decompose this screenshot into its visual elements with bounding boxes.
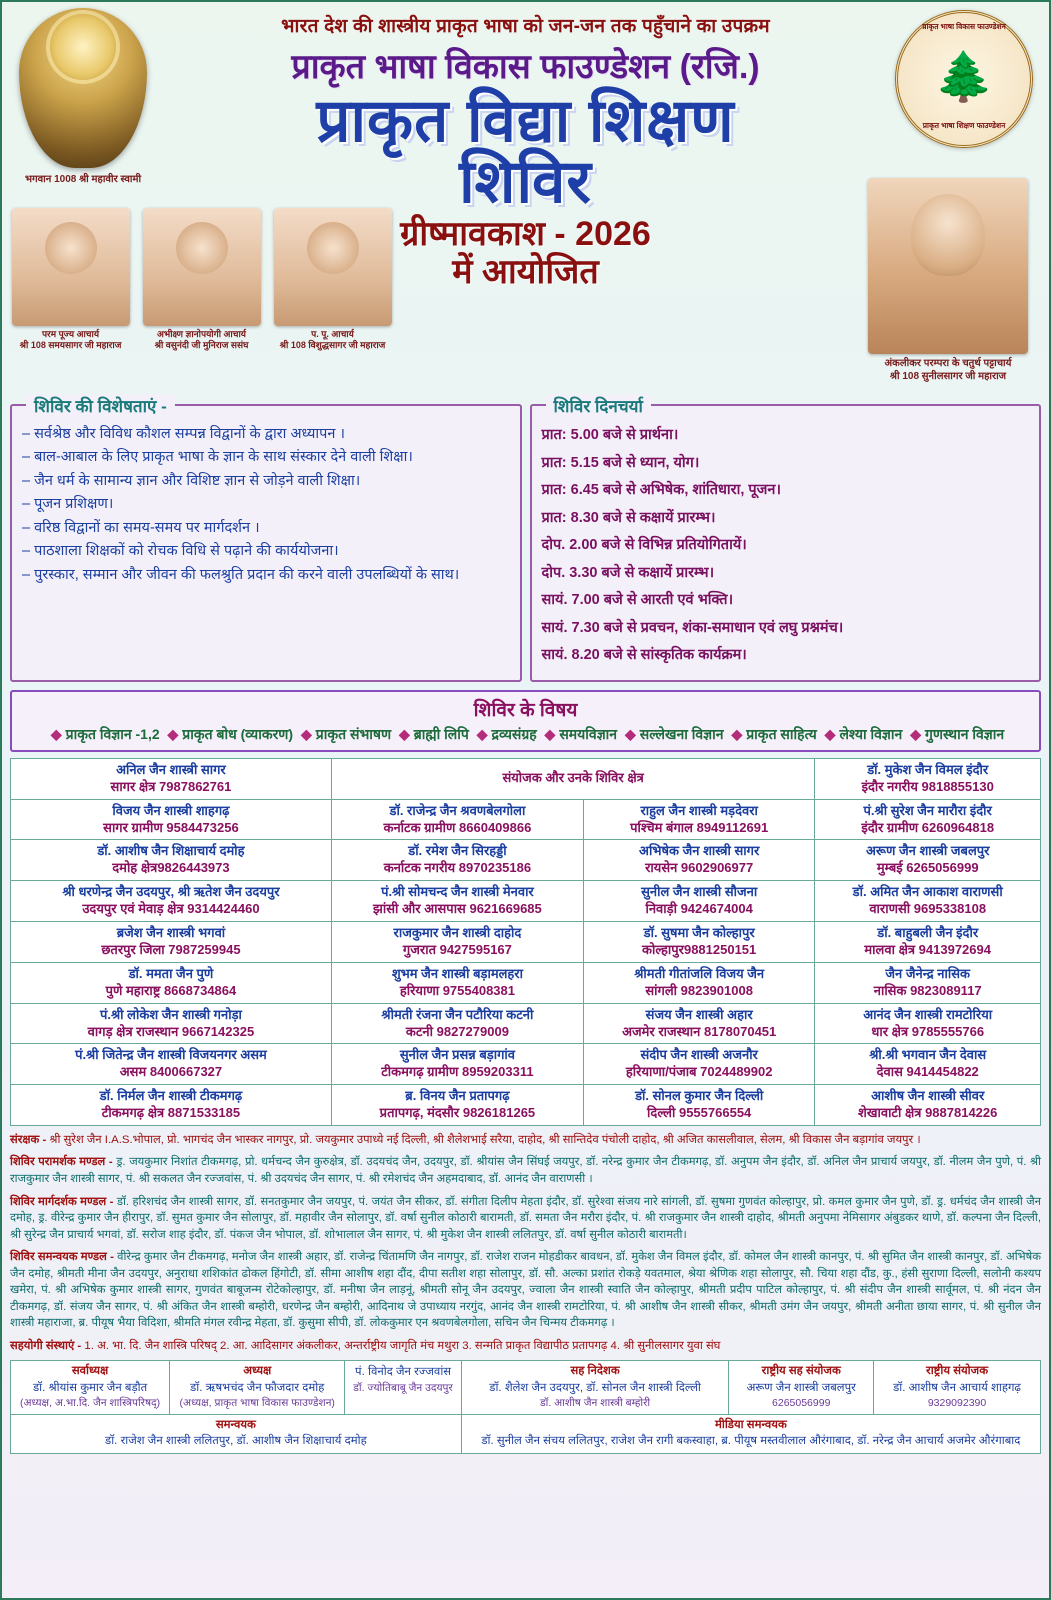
feature-item: – सर्वश्रेष्ठ और विविध कौशल सम्पन्न विद्वानों के द्वारा अध्यापन ।	[22, 426, 345, 442]
patrons-paragraph	[10, 1132, 1041, 1149]
mahavir-idol-image	[19, 8, 147, 168]
monk-1-line-2: श्री 108 समयसागर जी महाराज	[19, 340, 122, 351]
bullet-icon: ◆	[50, 725, 62, 742]
table-row	[11, 799, 1041, 840]
features-routine-row	[2, 397, 1049, 682]
role-label: राष्ट्रीय सह संयोजक	[761, 1365, 841, 1378]
advisory-label: शिविर परामर्शक मण्डल -	[10, 1156, 113, 1169]
bullet-icon: ◆	[476, 725, 488, 742]
footer-table	[10, 1360, 1041, 1453]
subject-item: प्राकृत बोध (व्याकरण)	[182, 725, 294, 742]
table-cell	[331, 881, 583, 922]
advisory-text: ड्र. जयकुमार निशांत टीकमगढ़, प्रो. धर्मचन्द जैन कुरुक्षेत्र, डॉ. उदयचंद जैन, उदयपुर, डॉ. श्रीयांस जैन सिंघई जयपुर, डॉ. नरेन्द्र कुमार जैन टीकमगढ़, डॉ. अनुपम जैन इंदौर, डॉ. अनिल जैन प्राचार्य जयपुर, डॉ. नीलम जैन पुणे, पं. श्री राजकुमार जैन शास्त्री सागर, पं. श्री सकलत जैन रज्जवांस, पं. श्री उदयचंद जैन सागर, पं. श्री रमेशचंद जैन अहमदाबाद, डॉ. आनंद जैन वाराणसी ।	[10, 1156, 1042, 1186]
monk-photo-3	[270, 208, 395, 352]
monk-3-line-1: प. पू. आचार्य	[311, 329, 354, 339]
coordinators-table	[10, 758, 1041, 1126]
bullet-icon: ◆	[399, 725, 410, 742]
footer-cell-co-director	[461, 1361, 729, 1414]
coordinator-area: दिल्ली 9555766554	[647, 1105, 752, 1121]
coordinator-name: श्री.श्री भगवान जैन देवास	[869, 1047, 987, 1063]
table-cell	[815, 881, 1041, 922]
acharya-caption-line-2: श्री 108 सुनीलसागर जी महाराज	[889, 371, 1007, 382]
routine-item: दोप. 3.30 बजे से कक्षायें प्रारम्भ।	[541, 564, 715, 581]
coordinator-area: मुम्बई 6265056999	[876, 860, 979, 876]
acharya-caption-line-1: अंकलीकर परम्परा के चतुर्थ पट्टाचार्य	[884, 358, 1012, 369]
coordination-paragraph	[10, 1249, 1041, 1332]
table-cell	[11, 881, 332, 922]
table-row	[11, 1085, 1041, 1126]
coordinator-name: राजकुमार जैन शास्त्री दाहोद	[393, 925, 522, 941]
subject-item: प्राकृत विज्ञान -1,2	[65, 725, 160, 742]
table-row	[11, 1044, 1041, 1085]
table-row	[11, 840, 1041, 881]
logo-circle	[895, 10, 1033, 148]
coordinator-name: ब्र. विनय जैन प्रतापगढ़	[405, 1088, 510, 1104]
coordinator-name: ब्रजेश जैन शास्त्री भगवां	[116, 925, 226, 941]
monk-photo-1	[8, 208, 133, 352]
role-sub: (अध्यक्ष, प्राकृत भाषा विकास फाउण्डेशन)	[179, 1397, 335, 1410]
guidance-label: शिविर मार्गदर्शक मण्डल -	[10, 1195, 114, 1208]
footer-cell-national-co-convener	[729, 1361, 874, 1414]
monk-3-line-2: श्री 108 विशुद्धसागर जी महाराज	[279, 340, 386, 351]
partners-paragraph	[10, 1338, 1041, 1355]
coordinator-area: अजमेर राजस्थान 8178070451	[622, 1023, 777, 1039]
coordinator-area: इंदौर ग्रामीण 6260964818	[861, 819, 995, 835]
idol-caption: भगवान 1008 श्री महावीर स्वामी	[24, 174, 142, 185]
feature-item: – वरिष्ठ विद्वानों का समय-समय पर मार्गदर्शन ।	[22, 519, 260, 536]
coordinator-name: डॉ. राजेन्द्र जैन श्रवणबेलगोला	[389, 802, 526, 818]
role-names: डॉ. श्रीयांस कुमार जैन बड़ौत	[32, 1381, 148, 1394]
table-cell	[815, 799, 1041, 840]
coordinator-area: धार क्षेत्र 9785555766	[871, 1023, 985, 1039]
role-sub: डॉ. ज्योतिबाबू जैन उदयपुर	[353, 1381, 453, 1394]
table-cell	[583, 962, 814, 1003]
coordinator-name: डॉ. अमित जैन आकाश वाराणसी	[852, 884, 1003, 900]
coordinator-name: सुनील जैन प्रसन्न बड़ागांव	[399, 1047, 515, 1063]
coordinator-area: वाराणसी 9695338108	[869, 901, 987, 917]
acharya-block	[855, 178, 1041, 383]
footer-cell-president	[170, 1361, 345, 1414]
title-line-2: शिविर	[459, 148, 592, 216]
table-cell	[11, 758, 332, 799]
monk-photo-2	[139, 208, 264, 352]
idol-block	[8, 8, 158, 185]
coordinator-area: रायसेन 9602906977	[645, 860, 754, 876]
coordinator-area: दमोह क्षेत्र9826443973	[112, 860, 230, 876]
coordination-text: वीरेन्द्र कुमार जैन टीकमगढ़, मनोज जैन शास्त्री अहार, डॉ. राजेन्द्र चिंतामणि जैन नागपुर, डॉ. राजेश राजन मोहडीकर बावधन, डॉ. मुकेश जैन विमल इंदौर, डॉ. कोमल जैन शास्त्री कानपुर, पं. श्री सुमित जैन शास्त्री कानपुर, डॉ. अभिषेक जैन दमोह, श्रीमती मीना जैन उदयपुर, अनुराधा शशिकांत ढोकल हिंगोटी, डॉ. सीमा आशीष शहा दौंद, दीपा सतीश शहा सोलापुर, डॉ. सौ. अल्का प्रशांत रोकड़े यवतमाल, श्रेया श्रेणिक शहा सोलापुर, सौ. चिया शहा दौंड, कु., हंसी सुराणा दिल्ली, सलोनी कश्यप खमेरा, पं. श्री अभिषेक कुमार शास्त्री सागर, गुणवंत बाबूजन्म रोटेकोल्हापुर, डॉ. मनीषा जैन लाड़नूं, श्रीमती सोनू जैन उदयपुर, ज्वाला जैन शास्त्री स्वाति जैन कोल्हापुर, श्रीमती प्रदीप पाटिल कोल्हापुर, पं. श्री संदीप जैन शास्त्री सार्वूमल, पं. श्री नंदन जैन टीकमगढ़, डॉ. संजय जैन सागर, पं. श्री अंकित जैन शास्त्री बम्होरी, धरणेन्द्र जैन बम्होरी, आदिनाथ जे उपाध्याय नरगुंद, आनंद जैन शास्त्री रामटोरिया, पं. श्री आशीष जैन शास्त्री सीकर, श्रीमती उमंग जैन जयपुर, श्रीमती अनीता छाया सागर, पं. श्री सुनील जैन शास्त्री महाराजा, ब्र. पीयूष भैया विदिशा, श्रीमति मंगल रवीन्द्र मेहता, डॉ. कुसुमा सीपी, डॉ. लोककुमार एन श्रवणबेलगोला, सचिन जैन चिन्मय टीकमगढ़ ।	[10, 1251, 1041, 1330]
coordinators-heading: संयोजक और उनके शिविर क्षेत्र	[331, 758, 815, 799]
subjects-list	[18, 725, 1033, 744]
coordinator-area: मालवा क्षेत्र 9413972694	[864, 941, 991, 957]
routine-item: प्रात: 5.00 बजे से प्रार्थना।	[541, 427, 679, 443]
role-label: सह निदेशक	[570, 1365, 620, 1378]
table-cell	[331, 840, 583, 881]
acharya-image	[868, 178, 1028, 354]
coordinator-name: संदीप जैन शास्त्री अजनौर	[640, 1047, 758, 1063]
monks-row	[8, 208, 398, 352]
bullet-icon: ◆	[624, 725, 636, 742]
coordinator-name: डॉ. मुकेश जैन विमल इंदौर	[867, 761, 989, 777]
subject-item: सल्लेखना विज्ञान	[639, 725, 724, 742]
table-cell	[331, 1003, 583, 1044]
monk-2-line-2: श्री वसुनंदी जी मुनिराज ससंघ	[154, 340, 249, 351]
coordinator-name: पं.श्री जितेन्द्र जैन शास्त्री विजयनगर असम	[75, 1047, 267, 1063]
coordinator-area: निवाड़ी 9424674004	[645, 901, 753, 917]
table-cell	[583, 799, 814, 840]
monk-2-line-1: अभीक्ष्ण ज्ञानोपयोगी आचार्य	[157, 329, 246, 339]
coordinator-name: राहुल जैन शास्त्री मड़देवरा	[640, 802, 758, 818]
coordinator-name: पं.श्री सोमचन्द जैन शास्त्री मेनवार	[381, 884, 534, 900]
routine-item: प्रात: 6.45 बजे से अभिषेक, शांतिधारा, पूजन।	[541, 482, 781, 499]
coordinator-name: श्री धरणेन्द्र जैन उदयपुर, श्री ऋतेश जैन उदयपुर	[62, 884, 280, 900]
role-names: डॉ. ऋषभचंद जैन फौजदार दमोह	[190, 1381, 325, 1394]
subject-item: लेश्या विज्ञान	[839, 725, 903, 742]
table-cell	[583, 881, 814, 922]
coordinator-name: श्रीमती रंजना जैन पटौरिया कटनी	[381, 1006, 534, 1022]
coordinator-area: पुणे महाराष्ट्र 8668734864	[105, 982, 237, 998]
footer-cell-chief-patron	[11, 1361, 170, 1414]
role-label: सर्वाध्यक्ष	[71, 1365, 109, 1378]
routine-item: सायं. 8.20 बजे से सांस्कृतिक कार्यक्रम।	[541, 647, 747, 664]
table-row	[11, 881, 1041, 922]
routine-item: दोप. 2.00 बजे से विभिन्न प्रतियोगितायें।	[541, 537, 747, 554]
routine-box	[530, 397, 1042, 682]
coordinator-area: नासिक 9823089117	[873, 982, 982, 998]
role-names: डॉ. शैलेश जैन उदयपुर, डॉ. सोनल जैन शास्त्री दिल्ली	[489, 1381, 701, 1394]
features-box	[10, 397, 522, 682]
coordinator-name: अनिल जैन शास्त्री सागर	[116, 761, 226, 777]
coordinator-name: अरूण जैन शास्त्री जबलपुर	[865, 843, 990, 859]
coordinator-area: पश्चिम बंगाल 8949112691	[630, 819, 769, 835]
partners-label: सहयोगी संस्थाएं -	[10, 1339, 82, 1352]
coordinator-name: डॉ. ममता जैन पुणे	[128, 965, 214, 981]
coordinator-area: टीकमगढ़ ग्रामीण 8959203311	[381, 1064, 534, 1080]
coordinator-name: डॉ. रमेश जैन सिरहड्डी	[408, 843, 507, 859]
partners-text: 1. अ. भा. दि. जैन शास्त्रि परिषद् 2. आ. आदिसागर अंकलीकर, अन्तर्राष्ट्रीय जागृति मंच मथुरा 3. सन्मति प्राकृत विद्यापीठ प्रतापगढ़ 4. श्री सुनीलसागर युवा संघ	[84, 1339, 721, 1352]
table-row	[11, 922, 1041, 963]
patrons-label: संरक्षक -	[10, 1133, 47, 1146]
advisory-paragraph	[10, 1154, 1041, 1187]
monk-image-1	[12, 208, 130, 326]
coordinator-name: पं.श्री लोकेश जैन शास्त्री गनोड़ा	[99, 1006, 242, 1022]
bullet-icon: ◆	[544, 725, 556, 742]
coordinator-area: वागड़ क्षेत्र राजस्थान 9667142325	[87, 1023, 255, 1039]
table-cell	[583, 922, 814, 963]
coordinator-area: कर्नाटक ग्रामीण 8660409866	[383, 819, 532, 835]
coordinator-area: टीकमगढ़ क्षेत्र 8871533185	[101, 1105, 241, 1121]
table-cell	[815, 1085, 1041, 1126]
table-cell	[583, 840, 814, 881]
subtitle-line-1: ग्रीष्मावकाश - 2026	[400, 215, 651, 254]
table-row	[11, 1003, 1041, 1044]
coordinator-area: कोल्हापुर9881250151	[642, 941, 757, 957]
coordinator-area: झांसी और आसपास 9621669685	[373, 901, 542, 917]
role-label: समन्वयक	[215, 1418, 256, 1431]
bullet-icon: ◆	[910, 725, 921, 742]
foundation-logo	[889, 10, 1039, 148]
subject-item: द्रव्यसंग्रह	[491, 725, 537, 742]
logo-bottom-text: प्राकृत भाषा शिक्षण फाउण्डेशन	[922, 121, 1006, 130]
coordinator-area: छतरपुर जिला 7987259945	[101, 941, 241, 957]
coordinator-name: डॉ. आशीष जैन शिक्षाचार्य दमोह	[97, 843, 245, 859]
role-names: पं. विनोद जैन रज्जवांस	[355, 1366, 452, 1379]
coordinator-area: असम 8400667327	[119, 1064, 223, 1080]
monk-image-3	[274, 208, 392, 326]
subject-item: गुणस्थान विज्ञान	[924, 725, 1005, 742]
coordination-label: शिविर समन्वयक मण्डल -	[10, 1251, 114, 1264]
feature-item: – पुरस्कार, सम्मान और जीवन की फलश्रुति प्रदान की करने वाली उपलब्धियों के साथ।	[22, 566, 460, 583]
coordinator-name: शुभम जैन शास्त्री बड़ामलहरा	[391, 965, 523, 981]
coordinator-area: हरियाणा 9755408381	[399, 982, 515, 998]
table-cell	[11, 922, 332, 963]
coordinator-name: डॉ. बाहुबली जैन इंदौर	[877, 925, 979, 941]
table-cell	[583, 1003, 814, 1044]
table-cell	[815, 758, 1041, 799]
coordinator-name: डॉ. सोनल कुमार जैन दिल्ली	[635, 1088, 764, 1104]
subjects-box	[10, 690, 1041, 752]
coordinator-name: श्रीमती गीतांजलि विजय जैन	[634, 965, 765, 981]
patrons-text: श्री सुरेश जैन I.A.S.भोपाल, प्रो. भागचंद जैन भास्कर नागपुर, प्रो. जयकुमार उपाध्ये नई दिल्ली, श्री शैलेशभाई सरैया, दाहोद, श्री सान्तिदेव पंचोली दाहोद, श्री अजित कासलीवाल, सेलम, श्री विकास जैन बड़ागांव जयपुर ।	[49, 1133, 921, 1146]
coordinator-area: देवास 9414454822	[876, 1064, 979, 1080]
table-cell	[331, 799, 583, 840]
table-row	[11, 962, 1041, 1003]
routine-item: प्रात: 5.15 बजे से ध्यान, योग।	[541, 454, 700, 471]
role-phone: 6265056999	[772, 1397, 831, 1410]
coordinator-area: सांगली 9823901008	[645, 982, 753, 998]
coordinator-area: गुजरात 9427595167	[402, 941, 512, 957]
table-cell	[815, 922, 1041, 963]
subject-item: समयविज्ञान	[559, 725, 618, 742]
footer-cell-national-convener	[874, 1361, 1041, 1414]
table-cell	[331, 1044, 583, 1085]
coordinator-name: पं.श्री सुरेश जैन मारौरा इंदौर	[863, 802, 992, 818]
logo-top-text: प्राकृत भाषा विकास फाउण्डेशन	[922, 22, 1006, 31]
subject-item: प्राकृत साहित्य	[746, 725, 817, 742]
coordinator-area: हरियाणा/पंजाब 7024489902	[625, 1064, 773, 1080]
role-label: राष्ट्रीय संयोजक	[926, 1365, 989, 1378]
coordinator-area: इंदौर नगरीय 9818855130	[861, 778, 994, 794]
poster-header	[2, 2, 1049, 402]
table-row	[11, 1361, 1041, 1414]
routine-item: प्रात: 8.30 बजे से कक्षायें प्रारम्भ।	[541, 509, 716, 526]
feature-item: – बाल-आबाल के लिए प्राकृत भाषा के ज्ञान के साथ संस्कार देने वाली शिक्षा।	[22, 449, 413, 466]
coordinator-name: आनंद जैन शास्त्री रामटोरिया	[863, 1006, 993, 1022]
coordinator-area: शेखावाटी क्षेत्र 9887814226	[858, 1105, 998, 1121]
tagline: भारत देश की शास्त्रीय प्राकृत भाषा को जन-जन तक पहुँचाने का उपक्रम	[281, 16, 770, 37]
coordinator-area: सागर क्षेत्र 7987862761	[110, 778, 232, 794]
table-cell	[11, 1003, 332, 1044]
monk-1-line-1: परम पूज्य आचार्य	[41, 329, 100, 339]
bullet-icon: ◆	[167, 725, 179, 742]
table-cell	[331, 962, 583, 1003]
table-cell	[11, 1044, 332, 1085]
tree-icon: 🌲	[934, 51, 994, 105]
table-cell	[11, 962, 332, 1003]
coordinator-name: डॉ. सुषमा जैन कोल्हापुर	[643, 925, 755, 941]
role-sub: डॉ. आशीष जैन शास्त्री बम्होरी	[540, 1397, 651, 1410]
footer-cell-coordinator	[11, 1414, 462, 1453]
role-names: डॉ. सुनील जैन संचय ललितपुर, राजेश जैन रागी बकस्वाहा, ब्र. पीयूष मस्तवीलाल औरंगाबाद, डॉ. नरेन्द्र जैन आचार्य अजमेर औरंगाबाद	[481, 1435, 1021, 1448]
coordinator-area: कटनी 9827279009	[405, 1023, 509, 1039]
table-cell	[815, 962, 1041, 1003]
guidance-text: डॉ. हरिशचंद जैन शास्त्री सागर, डॉ. सनतकुमार जैन जयपुर, पं. जयंत जैन सीकर, डॉ. संगीता दिलीप मेहता इंदौर, डॉ. सुरेश्वा संजय नारे सांगली, डॉ. सुषमा गुणवंत कोल्हापुर, प्रो. कमल कुमार जैन पुणे, डॉ. ड्र. धर्मचंद जैन शास्त्री जैन दमोह, ड्र. वीरेन्द्र कुमार जैन हीरापुर, डॉ. सुमत कुमार जैन सोलापुर, डॉ. महावीर जैन सोलापुर, डॉ. वर्षा सुनील कोठारी बारामती, डॉ. समता जैन मरौरा इंदौर, पं. श्री राजकुमार जैन शास्त्री दाहोद, श्रीमती अनुपमा नेमिसागर अंबुडकर थाणे, डॉ. कल्पना जैन दिल्ली, श्री सुरेन्द्र जैन प्राचार्य भगवां, डॉ. सरोज शाह इंदौर, डॉ. पंकज जैन भोपाल, डॉ. शोभालाल जैन सागर, पं. श्री मुकेश जैन शास्त्री ललितपुर, डॉ. वर्षा सुनील कोठारी बारामती।	[10, 1195, 1041, 1241]
role-names: डॉ. आशीष जैन आचार्य शाहगढ़	[893, 1381, 1021, 1394]
role-names: डॉ. राजेश जैन शास्त्री ललितपुर, डॉ. आशीष जैन शिक्षाचार्य दमोह	[105, 1435, 367, 1448]
bullet-icon: ◆	[824, 725, 836, 742]
routine-item: सायं. 7.30 बजे से प्रवचन, शंका-समाधान एवं लघु प्रश्नमंच।	[541, 619, 844, 636]
routine-item: सायं. 7.00 बजे से आरती एवं भक्ति।	[541, 592, 734, 609]
features-title: शिविर की विशेषताएं -	[26, 394, 175, 417]
table-cell	[815, 1044, 1041, 1085]
role-label: अध्यक्ष	[243, 1365, 272, 1378]
coordinator-name: आशीष जैन शास्त्री सीवर	[871, 1088, 985, 1104]
coordinator-area: सागर ग्रामीण 9584473256	[103, 819, 239, 835]
table-cell	[11, 799, 332, 840]
table-cell	[583, 1085, 814, 1126]
feature-item: – जैन धर्म के सामान्य ज्ञान और विशिष्ट ज्ञान से जोड़ने वाली शिक्षा।	[22, 472, 361, 489]
coordinator-name: जैन जैनेन्द्र नासिक	[885, 965, 970, 981]
table-row	[11, 758, 1041, 799]
coordinator-name: डॉ. निर्मल जैन शास्त्री टीकमगढ़	[99, 1088, 243, 1104]
subject-item: प्राकृत संभाषण	[315, 725, 392, 742]
coordinator-area: कर्नाटक नगरीय 8970235186	[383, 860, 532, 876]
table-cell	[331, 922, 583, 963]
table-cell	[11, 840, 332, 881]
role-sub: (अध्यक्ष, अ.भा.दि. जैन शास्त्रिपरिषद्)	[20, 1397, 161, 1410]
bullet-icon: ◆	[300, 725, 312, 742]
footer-cell-media-coordinator	[461, 1414, 1040, 1453]
role-label: मीडिया समन्वयक	[714, 1418, 787, 1431]
foundation-name: प्राकृत भाषा विकास फाउण्डेशन (रजि.)	[291, 48, 760, 86]
monk-image-2	[143, 208, 261, 326]
table-cell	[11, 1085, 332, 1126]
role-phone: 9329092390	[927, 1397, 987, 1410]
coordinator-name: अभिषेक जैन शास्त्री सागर	[639, 843, 760, 859]
guidance-paragraph	[10, 1194, 1041, 1244]
bullet-icon: ◆	[731, 725, 743, 742]
coordinator-name: विजय जैन शास्त्री शाहगढ़	[112, 802, 230, 818]
table-cell	[815, 1003, 1041, 1044]
title-line-1: प्राकृत विद्या शिक्षण	[316, 87, 735, 154]
table-cell	[815, 840, 1041, 881]
subject-item: ब्राह्मी लिपि	[413, 725, 469, 742]
feature-item: – पूजन प्रशिक्षण।	[22, 496, 114, 513]
coordinator-name: सुनील जैन शास्त्री सौजना	[641, 884, 758, 900]
table-row	[11, 1414, 1041, 1453]
coordinator-area: प्रतापगढ़, मंदसौर 9826181265	[379, 1105, 536, 1121]
subjects-title: शिविर के विषय	[473, 699, 578, 721]
routine-title: शिविर दिनचर्या	[546, 394, 651, 417]
footer-cell-director	[345, 1361, 461, 1414]
subtitle-line-2: में आयोजित	[452, 252, 599, 291]
table-cell	[331, 1085, 583, 1126]
table-cell	[583, 1044, 814, 1085]
coordinator-name: संजय जैन शास्त्री अहार	[645, 1006, 753, 1022]
role-names: अरूण जैन शास्त्री जबलपुर	[746, 1381, 856, 1394]
coordinator-area: उदयपुर एवं मेवाड़ क्षेत्र 9314424460	[82, 901, 260, 917]
feature-item: – पाठशाला शिक्षकों को रोचक विधि से पढ़ाने की कार्ययोजना।	[22, 543, 339, 560]
